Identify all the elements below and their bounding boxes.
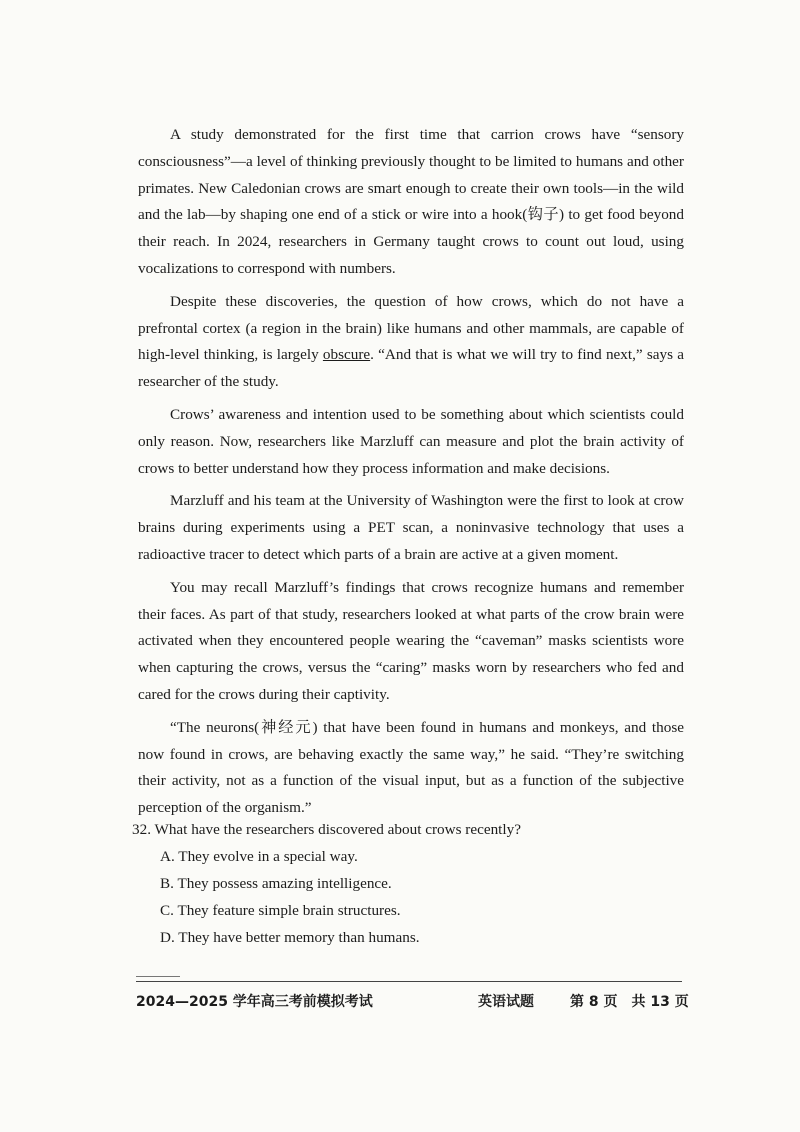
paragraph-2-after: . “And that is what we will try to find next,” says a researcher of the study. xyxy=(138,346,684,391)
footer-exam-name: 2024—2025 学年高三考前模拟考试 xyxy=(136,994,373,1010)
paragraph-3: Crows’ awareness and intention used to be something about which scientists could only reason. Now, researchers like Marzluff can measure and plot the brain activity of crows to better understand how they process information and make decisions. xyxy=(138,405,684,477)
footer-short-divider xyxy=(136,976,180,977)
paragraph-4: Marzluff and his team at the University of Washington were the first to look at crow brains during experiments using a PET scan, a noninvasive technology that uses a radioactive tracer to detect which parts of a brain are active at a given moment. xyxy=(138,492,684,563)
underlined-word: obscure xyxy=(322,346,371,364)
question-stem: 32. What have the researchers discovered about crows recently? xyxy=(132,821,521,838)
question-32 xyxy=(132,816,684,951)
footer-page-number: 第 8 页 共 13 页 xyxy=(570,994,689,1010)
footer-subject: 英语试题 xyxy=(478,994,534,1010)
paragraph-5: You may recall Marzluff’s findings that crows recognize humans and remember their faces. As part of that study, researchers looked at what parts of the crow brain were activated when they encountered people wearing the “caveman” masks scientists wore when capturing the crows, versus the “caring” masks worn by researchers who fed and cared for the crows during their captivity. xyxy=(138,578,684,703)
paragraph-6: “The neurons(神经元) that have been found in humans and monkeys, and those now found in crows, are behaving exactly the same way,” he said. “They’re switching their activity, not as a function of the visual input, but as a function of the subjective perception of the organism.” xyxy=(138,718,684,817)
paragraph-2 xyxy=(138,289,684,396)
reading-passage xyxy=(138,122,684,828)
paragraph-2-before: Despite these discoveries, the question of how crows, which do not have a prefrontal cortex (a region in the brain) like humans and other mammals, are capable of high-level thinking, is largely xyxy=(138,292,684,364)
footer-divider xyxy=(136,981,682,982)
option-d[interactable]: D. They have better memory than humans. xyxy=(160,929,420,946)
option-a[interactable]: A. They evolve in a special way. xyxy=(160,848,358,865)
option-c[interactable]: C. They feature simple brain structures. xyxy=(160,902,401,919)
option-b[interactable]: B. They possess amazing intelligence. xyxy=(160,875,392,892)
paragraph-1: A study demonstrated for the first time that carrion crows have “sensory consciousness”—a level of thinking previously thought to be limited to humans and other primates. New Caledonian crows are smart enough to create their own tools—in the wild and the lab—by shaping one end of a stick or wire into a hook(钩子) to get food beyond their reach. In 2024, researchers in Germany taught crows to count out loud, using vocalizations to correspond with numbers. xyxy=(138,126,684,277)
